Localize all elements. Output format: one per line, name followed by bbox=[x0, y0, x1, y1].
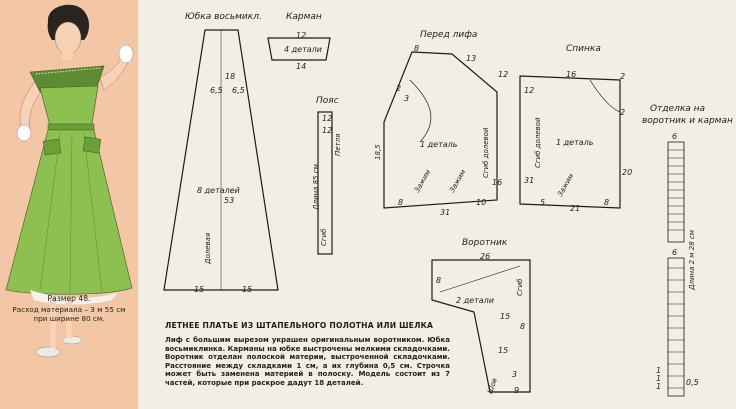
bodice-count: 1 деталь bbox=[420, 140, 458, 149]
back-num-2: 2 bbox=[620, 72, 626, 81]
skirt-title: Юбка восьмикл. bbox=[185, 12, 262, 22]
skirt-num-4: 53 bbox=[224, 196, 235, 205]
material-usage-line2: при ширине 80 см. bbox=[33, 314, 105, 323]
skirt-num-3: 6,5 bbox=[232, 86, 245, 95]
collar-fold: Сгиб bbox=[516, 278, 524, 296]
skirt-num-2: 6,5 bbox=[210, 86, 223, 95]
back-title: Спинка bbox=[566, 44, 601, 54]
skirt-grain: Долевая bbox=[204, 232, 212, 264]
belt-length: Длина 85 см bbox=[312, 164, 320, 210]
pocket-title: Карман bbox=[286, 12, 322, 22]
description-heading: ЛЕТНЕЕ ПЛАТЬЕ ИЗ ШТАПЕЛЬНОГО ПОЛОТНА ИЛИ ШЕЛКА bbox=[165, 321, 434, 330]
bodice-num-8: 8 bbox=[398, 198, 404, 207]
belt-fold: Сгиб bbox=[320, 228, 328, 246]
bodice-pleat-1: Зажим bbox=[413, 168, 433, 194]
trim-num-6: 1 bbox=[656, 382, 662, 391]
trim-num-2: 6 bbox=[672, 248, 678, 257]
trim-length: Длина 2 м 28 см bbox=[688, 229, 696, 290]
bodice-pleat-2: Зажим bbox=[448, 168, 468, 194]
back-num-7: 5 bbox=[540, 198, 546, 207]
back-num-8: 21 bbox=[570, 204, 581, 213]
trim-num-4: 1 bbox=[656, 366, 662, 375]
belt-num-1: 12 bbox=[322, 114, 333, 123]
pocket-num-1: 12 bbox=[296, 31, 307, 40]
collar-num-6: 3 bbox=[512, 370, 518, 379]
bodice-num-1: 8 bbox=[414, 44, 420, 53]
back-num-1: 16 bbox=[566, 70, 577, 79]
trim-num-3: 0,5 bbox=[686, 378, 699, 387]
collar-num-5: 15 bbox=[498, 346, 509, 355]
bodice-front-title: Перед лифа bbox=[420, 30, 478, 40]
bodice-front-outline bbox=[384, 52, 497, 208]
belt-mark: Петля bbox=[334, 133, 342, 156]
bodice-num-4: 2 bbox=[396, 84, 402, 93]
pocket-num-2: 14 bbox=[296, 62, 307, 71]
collar-num-1: 26 bbox=[480, 252, 491, 261]
back-pleat: Зажим bbox=[556, 172, 576, 198]
back-fold: Сгиб долевой bbox=[534, 117, 542, 168]
bodice-num-10: 31 bbox=[440, 208, 451, 217]
material-usage-line1: Расход материала – 3 м 55 см bbox=[12, 305, 126, 314]
back-num-9: 8 bbox=[604, 198, 610, 207]
trim-num-1: 6 bbox=[672, 132, 678, 141]
skirt-num-6: 15 bbox=[242, 285, 253, 294]
bodice-num-5: 3 bbox=[404, 94, 410, 103]
skirt-num-1: 18 bbox=[225, 72, 236, 81]
back-num-3: 2 bbox=[620, 108, 626, 117]
trim-title-1: Отделка на bbox=[650, 104, 706, 114]
collar-num-2: 8 bbox=[436, 276, 442, 285]
belt-title: Пояс bbox=[316, 96, 339, 106]
trim-num-5: 1 bbox=[656, 374, 662, 383]
back-num-6: 20 bbox=[622, 168, 633, 177]
bodice-num-3: 12 bbox=[498, 70, 509, 79]
bodice-num-7: 16 bbox=[492, 178, 503, 187]
size-caption: Размер 48. bbox=[47, 294, 91, 303]
description-body: Лиф с большим вырезом украшен оригинальным воротником. Юбка восьмиклинка. Карманы на юбке выстрочены мелкими складочками. Воротник отделан полоской материи, выстроченной складочками. Расстояние между складками 1 см, а их глубина 0,5 см. Строчка может быть заменена материей в полоску. Модель состоит из 7 частей, которые при раскрое дадут 18 деталей. bbox=[165, 336, 450, 387]
back-num-5: 31 bbox=[524, 176, 535, 185]
back-num-4: 12 bbox=[524, 86, 535, 95]
bodice-num-2: 13 bbox=[466, 54, 477, 63]
trim-title-2: воротник и карман bbox=[642, 116, 733, 126]
collar-num-4: 8 bbox=[520, 322, 526, 331]
skirt-count: 8 деталей bbox=[197, 186, 240, 195]
collar-count: 2 детали bbox=[456, 296, 494, 305]
collar-seam: Шов bbox=[486, 377, 499, 395]
pocket-count: 4 детали bbox=[284, 45, 322, 54]
collar-num-7: 9 bbox=[514, 386, 520, 395]
bodice-fold: Сгиб долевой bbox=[482, 127, 490, 178]
trim-strip-lower bbox=[668, 258, 684, 396]
back-count: 1 деталь bbox=[556, 138, 594, 147]
belt-num-2: 12 bbox=[322, 126, 333, 135]
collar-num-3: 15 bbox=[500, 312, 511, 321]
bodice-num-9: 10 bbox=[476, 198, 487, 207]
bodice-num-6: 18,5 bbox=[374, 144, 382, 160]
skirt-num-5: 15 bbox=[194, 285, 205, 294]
collar-title: Воротник bbox=[462, 238, 508, 248]
trim-strip-upper bbox=[668, 142, 684, 242]
